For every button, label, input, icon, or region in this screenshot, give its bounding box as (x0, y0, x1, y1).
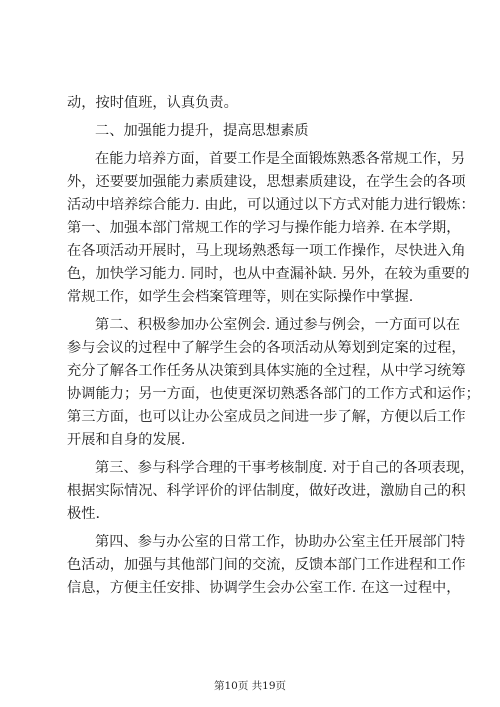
text-line: 第二、积极参加办公室例会. 通过参与例会，一方面可以在 (95, 317, 461, 333)
text-line: 动，按时值班，认真负责。 (67, 95, 238, 111)
text-line: 色，加快学习能力. 同时，也从中查漏补缺. 另外，在较为重要的 (67, 266, 470, 282)
text-line: 第三方面，也可以让办公室成员之间进一步了解，方便以后工作 (67, 409, 466, 425)
text-line: 充分了解各工作任务从决策到具体实施的全过程，从中学习统筹 (67, 363, 466, 379)
text-line: 第三、参与科学合理的干事考核制度. 对于自己的各项表现， (95, 460, 475, 476)
text-line: 常规工作，如学生会档案管理等，则在实际操作中掌握. (67, 289, 414, 305)
text-line: 活动中培养综合能力. 由此，可以通过以下方式对能力进行锻炼： (67, 197, 475, 213)
text-line: 外，还要要加强能力素质建设，思想素质建设，在学生会的各项 (67, 174, 466, 190)
text-line: 信息，方便主任安排、协调学生会办公室工作. 在这一过程中， (67, 580, 461, 596)
text-line: 开展和自身的发展. (67, 432, 186, 448)
text-line: 第四、参与办公室的日常工作，协助办公室主任开展部门特 (95, 534, 466, 550)
text-line: 在能力培养方面，首要工作是全面锻炼熟悉各常规工作，另 (95, 151, 466, 167)
section-heading: 二、加强能力提升，提高思想素质 (95, 123, 309, 139)
text-line: 在各项活动开展时，马上现场熟悉每一项工作操作，尽快进入角 (67, 243, 466, 259)
text-line: 极性. (67, 506, 101, 522)
text-line: 根据实际情况、科学评价的评估制度，做好改进，激励自己的积 (67, 483, 466, 499)
text-line: 第一、加强本部门常规工作的学习与操作能力培养. 在本学期， (67, 220, 461, 236)
text-line: 参与会议的过程中了解学生会的各项活动从筹划到定案的过程， (67, 340, 466, 356)
text-line: 色活动，加强与其他部门间的交流，反馈本部门工作进程和工作 (67, 557, 466, 573)
text-line: 协调能力；另一方面，也使更深切熟悉各部门的工作方式和运作； (67, 386, 480, 402)
page-number: 第10页 共19页 (213, 680, 287, 692)
